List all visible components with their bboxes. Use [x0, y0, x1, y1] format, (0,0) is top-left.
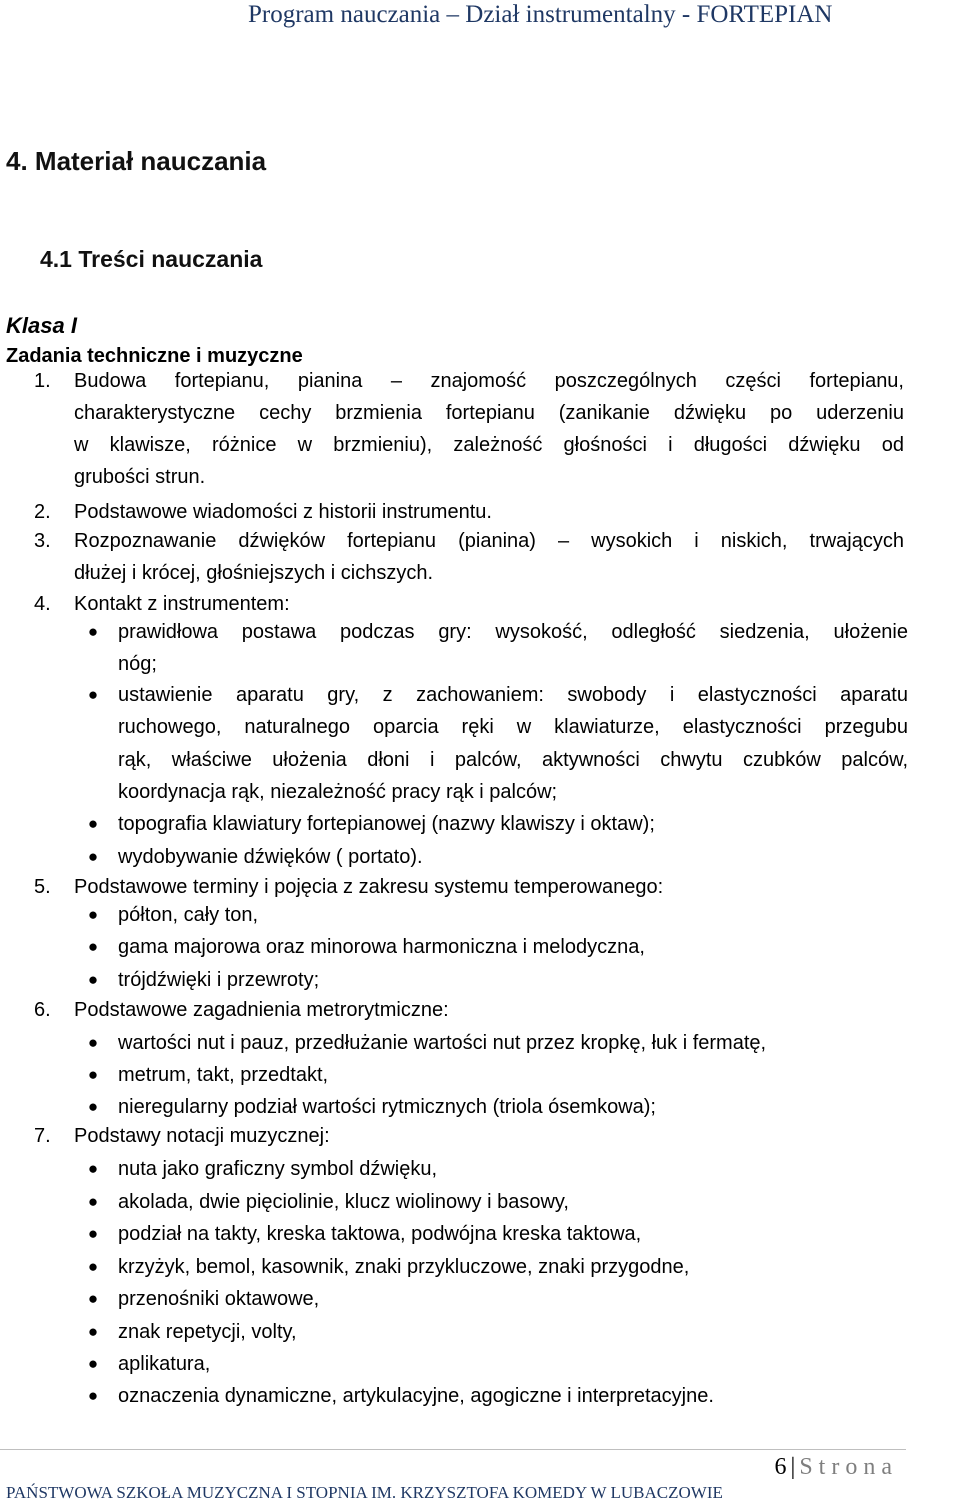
- bullet-icon: ●: [87, 1033, 99, 1052]
- item-number: 2.: [34, 501, 51, 523]
- footer-school-name: PAŃSTWOWA SZKOŁA MUZYCZNA I STOPNIA IM. KRZYSZTOFA KOMEDY W LUBACZOWIE: [6, 1483, 723, 1502]
- item-text-line: dłużej i krócej, głośniejszych i cichszych.: [74, 562, 434, 584]
- bullet-text-line: gama majorowa oraz minorowa harmoniczna i melodyczna,: [118, 936, 645, 958]
- bullet-text-line: nóg;: [118, 653, 157, 676]
- item-text-line: Podstawowe terminy i pojęcia z zakresu systemu temperowanego:: [74, 876, 664, 898]
- bullet-text-line: prawidłowa postawa podczas gry: wysokość, odległość siedzenia, ułożenie: [118, 621, 908, 643]
- bullet-text-line: koordynacja rąk, niezależność pracy rąk i palców;: [118, 780, 558, 803]
- page-number-separator: |: [790, 1454, 796, 1480]
- item-text-line: charakterystyczne cechy brzmienia fortepianu (zanikanie dźwięku po uderzeniu: [74, 402, 904, 424]
- page-number: [775, 1454, 898, 1481]
- item-number: 4.: [34, 593, 51, 615]
- bullet-icon: ●: [87, 1354, 99, 1373]
- subsection-heading: 4.1 Treści nauczania: [40, 246, 263, 272]
- bullet-text-line: akolada, dwie pięciolinie, klucz wiolinowy i basowy,: [118, 1191, 569, 1213]
- bullet-text-line: nieregularny podział wartości rytmicznych (triola ósemkowa);: [118, 1096, 656, 1118]
- item-text-line: Podstawowe zagadnienia metrorytmiczne:: [74, 999, 449, 1021]
- bullet-text-line: przenośniki oktawowe,: [118, 1288, 320, 1310]
- bullet-text-line: aplikatura,: [118, 1353, 211, 1375]
- bullet-text-line: metrum, takt, przedtakt,: [118, 1064, 329, 1086]
- bullet-text-line: krzyżyk, bemol, kasownik, znaki przykluczowe, znaki przygodne,: [118, 1256, 690, 1278]
- bullet-icon: ●: [87, 1289, 99, 1308]
- item-number: 7.: [34, 1125, 51, 1147]
- bullet-icon: ●: [87, 1386, 99, 1405]
- bullet-icon: ●: [87, 1224, 99, 1243]
- item-text-line: grubości strun.: [74, 466, 206, 488]
- item-number: 3.: [34, 530, 51, 552]
- bullet-text-line: wartości nut i pauz, przedłużanie wartości nut przez kropkę, łuk i fermatę,: [118, 1032, 767, 1054]
- item-number: 1.: [34, 370, 51, 392]
- bullet-icon: ●: [87, 1322, 99, 1341]
- bullet-icon: ●: [87, 1159, 99, 1178]
- bullet-text-line: ruchowego, naturalnego oparcia ręki w klawiaturze, elastyczności przegubu: [118, 716, 908, 739]
- section-heading: 4. Materiał nauczania: [6, 146, 267, 176]
- item-text-line: Kontakt z instrumentem:: [74, 593, 290, 615]
- bullet-icon: ●: [87, 905, 99, 924]
- bullet-text-line: podział na takty, kreska taktowa, podwójna kreska taktowa,: [118, 1223, 642, 1245]
- item-text-line: Podstawy notacji muzycznej:: [74, 1125, 330, 1147]
- bullet-icon: ●: [87, 1192, 99, 1211]
- bullet-text-line: ustawienie aparatu gry, z zachowaniem: swobody i elastyczności aparatu: [118, 684, 908, 706]
- item-text-line: w klawisze, różnice w brzmieniu), zależność głośności i długości dźwięku od: [74, 434, 904, 456]
- tasks-subheading: Zadania techniczne i muzyczne: [6, 345, 303, 367]
- bullet-icon: ●: [87, 814, 99, 833]
- bullet-icon: ●: [87, 685, 99, 704]
- class-heading: Klasa I: [6, 313, 77, 338]
- item-number: 5.: [34, 876, 51, 898]
- running-header: Program nauczania – Dział instrumentalny - FORTEPIAN: [248, 1, 833, 28]
- bullet-icon: ●: [87, 1257, 99, 1276]
- bullet-text-line: topografia klawiatury fortepianowej (nazwy klawiszy i oktaw);: [118, 813, 655, 835]
- bullet-text-line: nuta jako graficzny symbol dźwięku,: [118, 1158, 438, 1180]
- bullet-icon: ●: [87, 970, 99, 989]
- bullet-icon: ●: [87, 937, 99, 956]
- item-text-line: Rozpoznawanie dźwięków fortepianu (pianina) – wysokich i niskich, trwających: [74, 530, 904, 552]
- page-number-value: 6: [774, 1454, 787, 1480]
- item-number: 6.: [34, 999, 51, 1021]
- page-word: Strona: [799, 1454, 898, 1480]
- bullet-text-line: półton, cały ton,: [118, 904, 259, 926]
- bullet-icon: ●: [87, 1097, 99, 1116]
- bullet-text-line: znak repetycji, volty,: [118, 1321, 297, 1343]
- bullet-text-line: oznaczenia dynamiczne, artykulacyjne, agogiczne i interpretacyjne.: [118, 1385, 714, 1407]
- item-text-line: Budowa fortepianu, pianina – znajomość poszczególnych części fortepianu,: [74, 370, 904, 392]
- bullet-icon: ●: [87, 1065, 99, 1084]
- bullet-text-line: trójdźwięki i przewroty;: [118, 969, 320, 991]
- footer-divider: [0, 1449, 906, 1450]
- item-text-line: Podstawowe wiadomości z historii instrumentu.: [74, 501, 492, 523]
- bullet-icon: ●: [87, 847, 99, 866]
- bullet-text-line: rąk, właściwe ułożenia dłoni i palców, aktywności chwytu czubków palców,: [118, 748, 908, 771]
- bullet-text-line: wydobywanie dźwięków ( portato).: [118, 846, 423, 868]
- bullet-icon: ●: [87, 622, 99, 641]
